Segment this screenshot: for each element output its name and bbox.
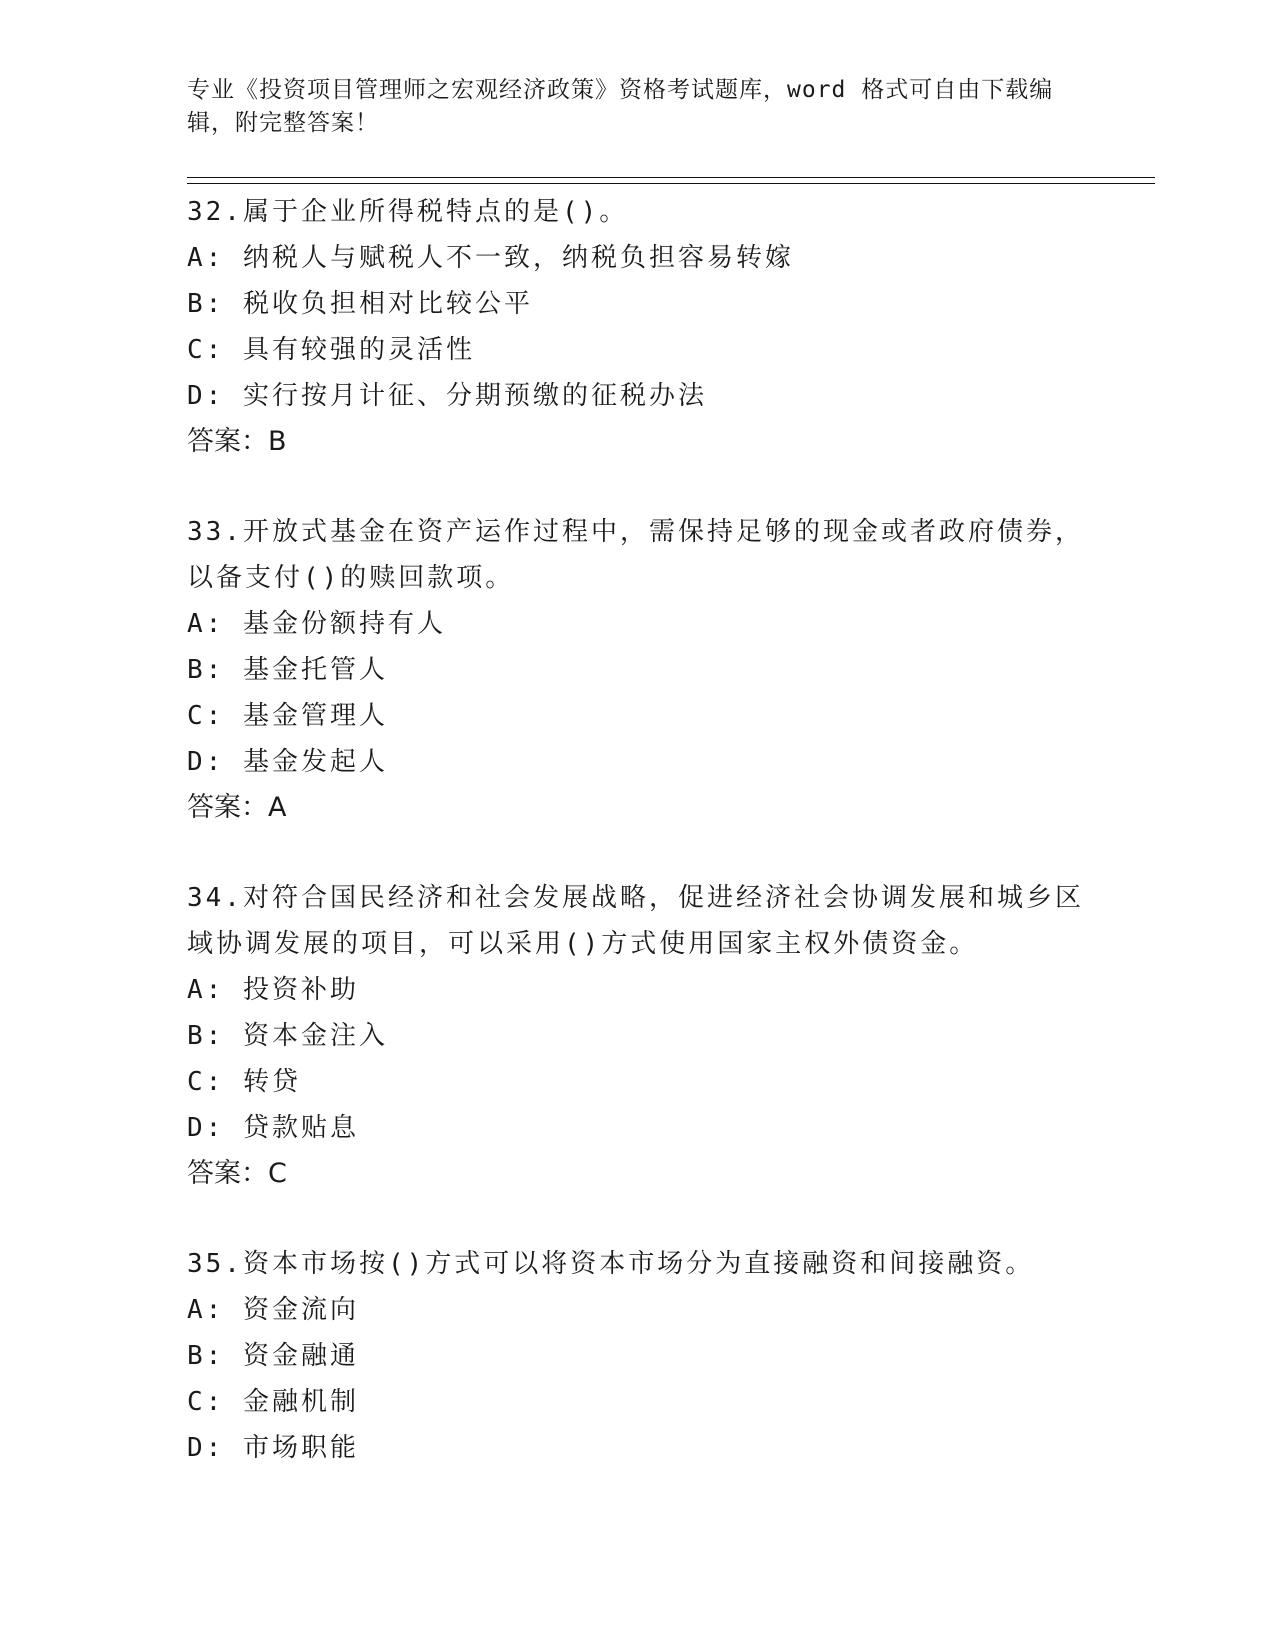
option-b: B: 资金融通: [187, 1341, 359, 1371]
option-b: B: 基金托管人: [187, 655, 388, 685]
question-33: [187, 509, 1087, 831]
question-32: [187, 189, 1087, 465]
question-stem-line-2: 域协调发展的项目，可以采用()方式使用国家主权外债资金。: [187, 929, 979, 959]
question-stem: 35.资本市场按()方式可以将资本市场分为直接融资和间接融资。: [187, 1249, 1035, 1279]
option-b: B: 税收负担相对比较公平: [187, 289, 533, 319]
document-header: [187, 74, 1067, 140]
option-c: C: 转贷: [187, 1067, 301, 1097]
option-b: B: 资本金注入: [187, 1021, 388, 1051]
header-line-2: 辑，附完整答案！: [187, 110, 379, 136]
option-c: C: 基金管理人: [187, 701, 388, 731]
header-line-1: 专业《投资项目管理师之宏观经济政策》资格考试题库，word 格式可自由下载编: [187, 77, 1054, 103]
option-d: D: 实行按月计征、分期预缴的征税办法: [187, 381, 707, 411]
answer-label: 答案：B: [187, 426, 287, 457]
option-c: C: 金融机制: [187, 1387, 359, 1417]
question-35: [187, 1241, 1087, 1471]
question-stem-line-2: 以备支付()的赎回款项。: [187, 563, 515, 593]
question-34: [187, 875, 1087, 1197]
header-divider-top: [187, 177, 1155, 178]
option-d: D: 贷款贴息: [187, 1113, 359, 1143]
option-a: A: 纳税人与赋税人不一致，纳税负担容易转嫁: [187, 243, 794, 273]
option-c: C: 具有较强的灵活性: [187, 335, 475, 365]
answer-label: 答案：C: [187, 1158, 287, 1189]
option-d: D: 基金发起人: [187, 747, 388, 777]
answer-label: 答案：A: [187, 792, 287, 823]
question-stem-line-1: 33.开放式基金在资产运作过程中，需保持足够的现金或者政府债券，: [187, 517, 1084, 547]
option-a: A: 资金流向: [187, 1295, 359, 1325]
option-a: A: 基金份额持有人: [187, 609, 446, 639]
question-list: [187, 189, 1087, 1515]
question-stem: 32.属于企业所得税特点的是()。: [187, 197, 629, 227]
header-divider-bottom: [187, 183, 1155, 184]
question-stem-line-1: 34.对符合国民经济和社会发展战略，促进经济社会协调发展和城乡区: [187, 883, 1084, 913]
option-d: D: 市场职能: [187, 1433, 359, 1463]
option-a: A: 投资补助: [187, 975, 359, 1005]
